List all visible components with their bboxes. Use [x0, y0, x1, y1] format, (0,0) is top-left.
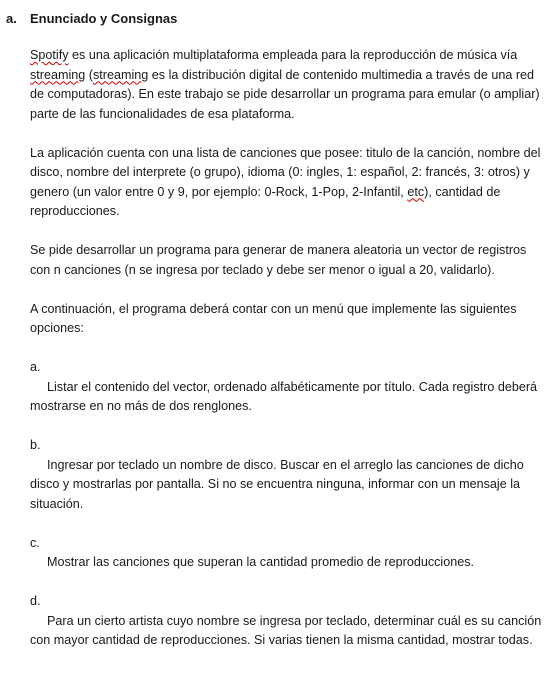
document-body: [30, 46, 550, 651]
paragraph-text: es una aplicación multiplataforma empleada para la reproducción de música vía: [68, 48, 518, 62]
spellcheck-word-streaming: streaming: [30, 67, 86, 82]
option-c-letter: c.: [30, 535, 40, 550]
paragraph-generate-vector: Se pide desarrollar un programa para generar de manera aleatoria un vector de registros con n canciones (n se ingresa por teclado y debe ser menor o igual a 20, validarlo).: [30, 243, 527, 277]
option-b-letter: b.: [30, 438, 41, 452]
option-b-text: Ingresar por teclado un nombre de disco. Buscar en el arreglo las canciones de dicho disco y mostrarlas por pantalla. Si no se encuentra ninguna, informar con un mensaje la situación.: [30, 457, 524, 511]
section-heading: [6, 9, 177, 28]
option-a-text: Listar el contenido del vector, ordenado alfabéticamente por título. Cada registro deberá mostrarse en no más de dos renglones.: [30, 379, 538, 413]
spellcheck-word-spotify: Spotify: [30, 48, 69, 62]
paragraph-menu: A continuación, el programa deberá contar con un menú que implemente las siguientes opciones:: [30, 301, 517, 335]
section-title: Enunciado y Consignas: [30, 11, 178, 26]
spellcheck-word-streaming: streaming: [93, 67, 149, 82]
option-d-text: Para un cierto artista cuyo nombre se ingresa por teclado, determinar cuál es su canción con mayor cantidad de reproducciones. Si varias tienen la misma cantidad, mostrar todas.: [30, 613, 542, 647]
paragraph-text: (: [85, 67, 93, 82]
paragraph-text: es la distribución digital de contenido multimedia a través de una red de computadoras). En este trabajo se pide desarrollar un programa para emular (o ampliar) parte de las funcionalidades de esa plataforma.: [30, 67, 540, 121]
option-d-letter: d.: [30, 594, 41, 608]
paragraph-song-list: [30, 144, 550, 222]
paragraph-text: La aplicación cuenta con una lista de canciones que posee: titulo de la canción, nombre del disco, nombre del interprete (o grupo), idioma (0: ingles, 1: español, 2: francés, 3: otros) y genero (un valor entre 0 y 9, por ejemplo: 0-Rock, 1-Pop, 2-Infantil,: [30, 145, 541, 199]
option-c-text: Mostrar las canciones que superan la cantidad promedio de reproducciones.: [47, 555, 475, 569]
option-a-letter: a.: [30, 360, 41, 374]
section-marker: a.: [6, 11, 17, 26]
paragraph-intro: [30, 46, 550, 124]
paragraph-text: ), cantidad de reproducciones.: [30, 184, 501, 218]
spellcheck-word-etc: etc: [407, 184, 425, 199]
